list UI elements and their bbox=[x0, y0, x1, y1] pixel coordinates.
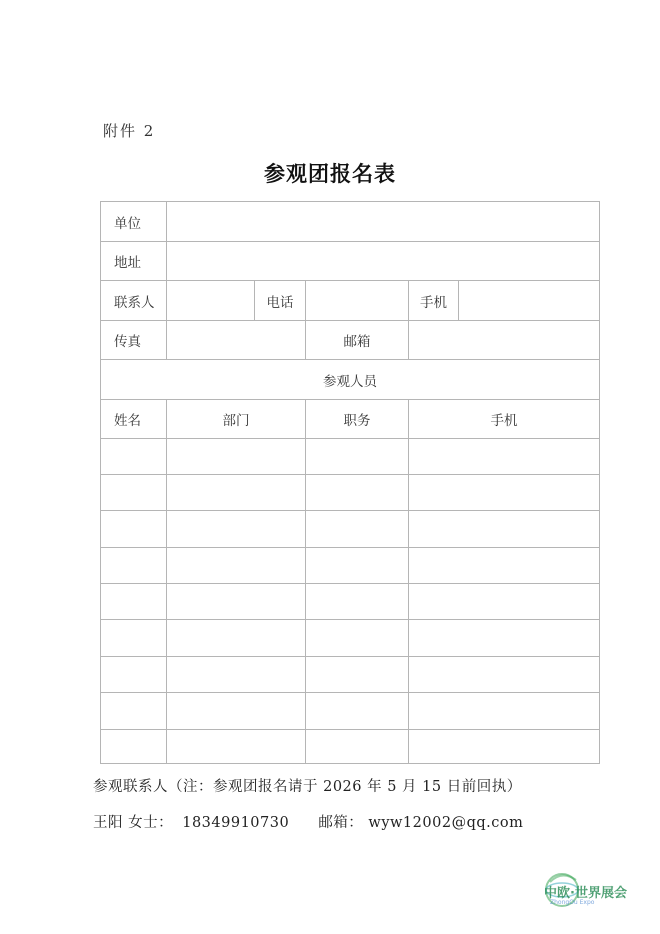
table-row bbox=[101, 693, 600, 730]
contact-email-label: 邮箱： bbox=[318, 815, 364, 831]
name-cell[interactable] bbox=[101, 439, 167, 475]
position-cell[interactable] bbox=[306, 730, 409, 764]
row-visitors-header bbox=[101, 360, 600, 400]
phone-label: 电话 bbox=[255, 281, 306, 321]
department-cell[interactable] bbox=[167, 511, 306, 548]
footer-note: 参观联系人（注：参观团报名请于 2026 年 5 月 15 日前回执） bbox=[93, 779, 522, 795]
name-cell[interactable] bbox=[101, 511, 167, 548]
position-cell[interactable] bbox=[306, 511, 409, 548]
name-cell[interactable] bbox=[101, 620, 167, 657]
mobile-cell[interactable] bbox=[409, 511, 600, 548]
name-cell[interactable] bbox=[101, 548, 167, 584]
phone-field[interactable] bbox=[306, 281, 409, 321]
row-contact bbox=[101, 281, 600, 321]
col-name-header: 姓名 bbox=[101, 400, 167, 439]
position-cell[interactable] bbox=[306, 693, 409, 730]
row-fax bbox=[101, 321, 600, 360]
department-cell[interactable] bbox=[167, 439, 306, 475]
registration-form-table bbox=[100, 201, 600, 764]
department-cell[interactable] bbox=[167, 657, 306, 693]
position-cell[interactable] bbox=[306, 548, 409, 584]
position-cell[interactable] bbox=[306, 620, 409, 657]
position-cell[interactable] bbox=[306, 584, 409, 620]
row-address bbox=[101, 242, 600, 281]
row-unit bbox=[101, 202, 600, 242]
table-row bbox=[101, 439, 600, 475]
fax-label: 传真 bbox=[101, 321, 167, 360]
visitors-section-label: 参观人员 bbox=[101, 360, 600, 400]
name-cell[interactable] bbox=[101, 693, 167, 730]
mobile-label: 手机 bbox=[409, 281, 459, 321]
email-label: 邮箱 bbox=[306, 321, 409, 360]
unit-label: 单位 bbox=[101, 202, 167, 242]
address-field[interactable] bbox=[167, 242, 600, 281]
department-cell[interactable] bbox=[167, 584, 306, 620]
contact-label: 联系人 bbox=[101, 281, 167, 321]
mobile-cell[interactable] bbox=[409, 548, 600, 584]
email-field[interactable] bbox=[409, 321, 600, 360]
mobile-cell[interactable] bbox=[409, 657, 600, 693]
table-row bbox=[101, 620, 600, 657]
watermark-logo bbox=[536, 866, 646, 916]
name-cell[interactable] bbox=[101, 475, 167, 511]
col-mobile-header: 手机 bbox=[409, 400, 600, 439]
position-cell[interactable] bbox=[306, 475, 409, 511]
table-row bbox=[101, 548, 600, 584]
table-row bbox=[101, 511, 600, 548]
mobile-cell[interactable] bbox=[409, 584, 600, 620]
position-cell[interactable] bbox=[306, 439, 409, 475]
row-column-headers bbox=[101, 400, 600, 439]
col-position-header: 职务 bbox=[306, 400, 409, 439]
department-cell[interactable] bbox=[167, 730, 306, 764]
form-title: 参观团报名表 bbox=[264, 161, 396, 186]
mobile-cell[interactable] bbox=[409, 620, 600, 657]
logo-text: 中欧·世界展会 bbox=[544, 886, 627, 901]
position-cell[interactable] bbox=[306, 657, 409, 693]
department-cell[interactable] bbox=[167, 475, 306, 511]
mobile-field[interactable] bbox=[459, 281, 600, 321]
mobile-cell[interactable] bbox=[409, 475, 600, 511]
department-cell[interactable] bbox=[167, 693, 306, 730]
table-row bbox=[101, 730, 600, 764]
mobile-cell[interactable] bbox=[409, 730, 600, 764]
col-department-header: 部门 bbox=[167, 400, 306, 439]
name-cell[interactable] bbox=[101, 730, 167, 764]
table-row bbox=[101, 584, 600, 620]
footer-contact bbox=[93, 811, 523, 832]
contact-person: 王阳 女士： bbox=[93, 815, 174, 831]
mobile-cell[interactable] bbox=[409, 693, 600, 730]
contact-email: wyw12002@qq.com bbox=[368, 815, 524, 831]
logo-subtext: ZhongOu Expo bbox=[550, 899, 595, 906]
address-label: 地址 bbox=[101, 242, 167, 281]
unit-field[interactable] bbox=[167, 202, 600, 242]
department-cell[interactable] bbox=[167, 548, 306, 584]
attachment-label: 附件 2 bbox=[103, 122, 156, 140]
fax-field[interactable] bbox=[167, 321, 306, 360]
department-cell[interactable] bbox=[167, 620, 306, 657]
name-cell[interactable] bbox=[101, 657, 167, 693]
contact-field[interactable] bbox=[167, 281, 255, 321]
contact-phone: 18349910730 bbox=[182, 815, 290, 831]
table-row bbox=[101, 657, 600, 693]
table-row bbox=[101, 475, 600, 511]
name-cell[interactable] bbox=[101, 584, 167, 620]
mobile-cell[interactable] bbox=[409, 439, 600, 475]
